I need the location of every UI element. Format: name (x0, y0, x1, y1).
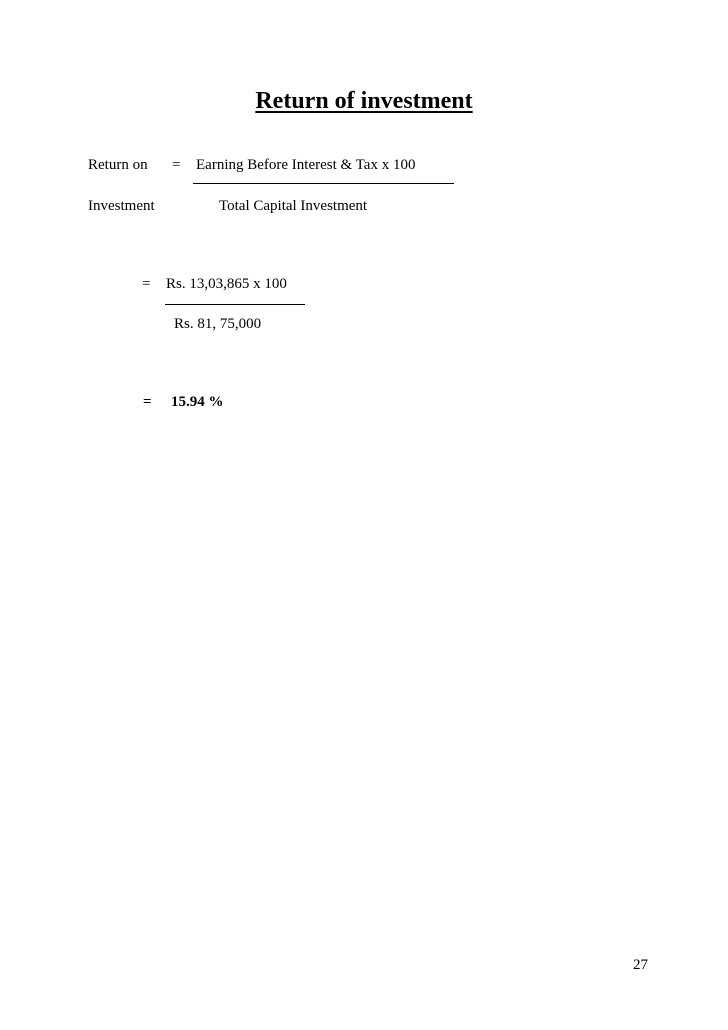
formula-fraction-bar (193, 183, 454, 184)
formula-label-line1: Return on (88, 157, 148, 173)
substitution-numerator: Rs. 13,03,865 x 100 (166, 276, 287, 292)
page-number: 27 (633, 957, 648, 973)
formula-label-line2: Investment (88, 198, 155, 214)
formula-equals: = (172, 157, 181, 173)
page-title: Return of investment (255, 88, 473, 114)
result-equals: = (143, 394, 152, 410)
result-value: 15.94 % (171, 394, 224, 410)
substitution-fraction-bar (165, 304, 305, 305)
formula-denominator: Total Capital Investment (219, 198, 368, 214)
substitution-denominator: Rs. 81, 75,000 (174, 316, 262, 332)
formula-numerator: Earning Before Interest & Tax x 100 (196, 157, 416, 173)
substitution-equals: = (142, 276, 151, 292)
